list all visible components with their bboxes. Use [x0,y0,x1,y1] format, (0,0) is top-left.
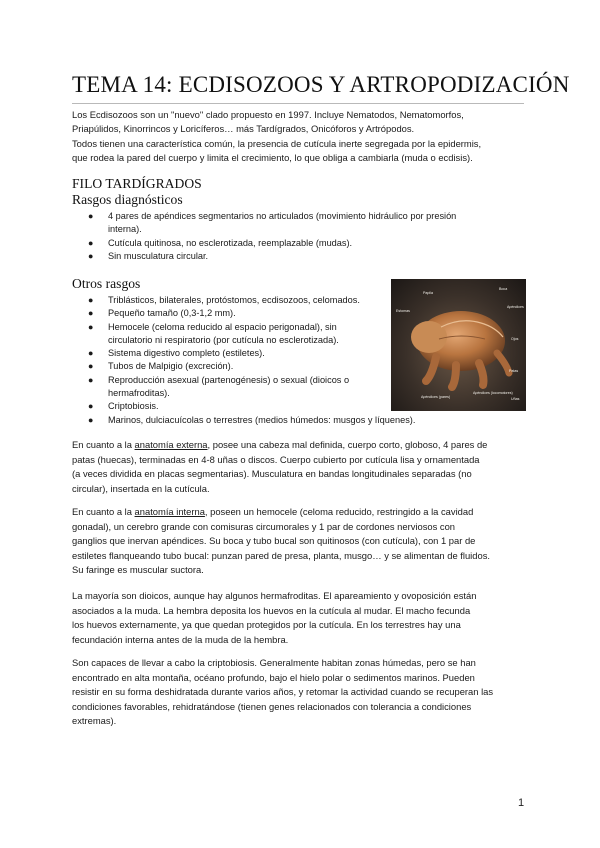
list-item-text: circulatorio ni respiratorio (por cutícula no esclerotizada). [108,334,339,345]
text-run: En cuanto a la [72,506,135,517]
bullet-icon: ● [88,348,94,359]
list-item-text: Marinos, dulciacuícolas o terrestres (medios húmedos: musgos y líquenes). [108,414,416,425]
intro-line: Priapúlidos, Kinorrincos y Loricíferos… más Tardígrados, Onicóforos y Artrópodos. [72,123,415,135]
figure-label: Boca [499,287,508,291]
text-run: En cuanto a la [72,439,135,450]
text-line: ganglios que inervan apéndices. Su boca y tubo bucal son quitinosos (con cutícula), con 1 par de [72,535,476,547]
intro-line: Todos tienen una característica común, la presencia de cutícula inerte segregada por la epidermis, [72,137,482,149]
list-item [72,237,456,250]
text-line: Su faringe es muscular suctora. [72,564,204,576]
page-number: 1 [518,797,525,809]
list-item-text: 4 pares de apéndices segmentarios no articulados (movimiento hidráulico por presión [108,211,457,221]
text-line: circular), insertada en la cutícula. [72,482,210,494]
text-line: los huevos externamente, ya que quedan protegidos por la cutícula. En los terrestres hay una [72,619,461,631]
list-item [72,374,415,401]
text-line: estiletes flanqueando tubo bucal: punzan pared de presa, planta, musgo… y se alimentan de fluidos. [72,549,490,561]
intro-line: Los Ecdisozoos son un "nuevo" clado propuesto en 1997. Incluye Nematodos, Nematomorfos, [72,109,464,120]
text-line: condiciones favorables, rehidratándose (tienen genes relacionados con tolerancia a condiciones [72,700,472,712]
figure-label: Apéndices [507,305,524,309]
intro-line: que rodea la pared del cuerpo y limita el crecimiento, lo que obliga a cambiarla (muda o ecdisis). [72,152,473,164]
text-line: patas (huecas), terminadas en 4-8 uñas o discos. Cuerpo cubierto por cutícula lisa y ornamentada [72,453,480,465]
other-traits-list [72,294,415,427]
list-item [72,321,415,348]
bullet-icon: ● [88,374,94,385]
list-item-text: Triblásticos, bilaterales, protóstomos, ecdisozoos, celomados. [108,295,360,305]
figure-label: Uñas [511,397,520,401]
list-item-text: Tubos de Malpigio (excreción). [108,361,234,372]
list-item [72,210,456,237]
figure-label: Ojos [511,337,519,341]
intro-paragraph [72,108,532,166]
text-line: encontrado en alta montaña, océano profundo, bajo el hielo polar o sedimentos marinos. Pueden [72,671,475,683]
text-line: gonadal), un cerebro grande con comisuras circumorales y 1 par de cordones nerviosos con [72,520,456,532]
subheading-diagnostic: Rasgos diagnósticos [72,192,183,207]
figure-label: Estomas [396,309,410,313]
bullet-icon: ● [88,250,94,261]
figure-label: Apéndices (locomotores) [473,391,513,395]
text-line: Son capaces de llevar a cabo la criptobiosis. Generalmente habitan zonas húmedas, pero se han [72,657,476,668]
figure-label: Papila [423,291,433,295]
figure-label: Patas [509,369,519,373]
list-item [72,360,415,373]
bullet-icon: ● [88,237,94,248]
tardigrade-figure [391,279,526,411]
subheading-other-traits: Otros rasgos [72,276,141,291]
bullet-icon: ● [88,295,94,305]
list-item-text: Reproducción asexual (partenogénesis) o sexual (dioicos o [108,374,350,385]
list-item [72,347,415,360]
bullet-icon: ● [88,308,94,319]
paragraph-cryptobiosis [72,656,532,729]
title-divider [72,103,524,104]
text-line: asociados a la muda. La hembra deposita los huevos en la cutícula al mudar. El macho fecunda [72,604,471,616]
list-item-text: Hemocele (celoma reducido al espacio perigonadal), sin [108,321,337,332]
section-heading: FILO TARDÍGRADOS [72,176,202,191]
text-line: La mayoría son dioicos, aunque hay algunos hermafroditas. El apareamiento y ovoposición están [72,590,477,601]
bullet-icon: ● [88,401,94,412]
list-item [72,307,415,320]
list-item-text: Pequeño tamaño (0,3-1,2 mm). [108,308,236,319]
list-item-text: Criptobiosis. [108,401,159,412]
list-item-text: Cutícula quitinosa, no esclerotizada, reemplazable (mudas). [108,237,353,248]
list-item-text: Sistema digestivo completo (estiletes). [108,348,265,359]
diagnostic-list [72,210,456,263]
list-item [72,414,415,427]
list-item [72,400,415,413]
list-item-text: hermafroditas). [108,388,170,399]
bullet-icon: ● [88,211,94,221]
bullet-icon: ● [88,321,94,332]
text-line: extremas). [72,715,117,727]
text-run: , poseen un hemocele (celoma reducido, restringido a la cavidad [204,506,474,517]
text-line: resistir en su forma deshidratada durante varios años, y retomar la actividad cuando se recuperan las [72,686,494,698]
paragraph-reproduction [72,589,532,647]
list-item-text: interna). [108,224,142,235]
underlined-term: anatomía externa [134,439,208,450]
text-line: (a veces dividida en placas segmentarias). Musculatura en bandas longitudinales separadas (no [72,468,472,480]
list-item [72,250,456,263]
text-line: fecundación interna antes de la muda de la hembra. [72,633,289,645]
text-run: , posee una cabeza mal definida, cuerpo corto, globoso, 4 pares de [207,439,488,450]
paragraph-external-anatomy [72,438,532,496]
page-title: TEMA 14: ECDISOZOOS Y ARTROPODIZACIÓN [72,72,570,97]
figure-label: Apéndices (pares) [421,395,451,399]
underlined-term: anatomía interna [134,506,205,517]
paragraph-internal-anatomy [72,505,532,578]
list-item [72,294,415,307]
bullet-icon: ● [88,361,94,372]
bullet-icon: ● [88,414,94,425]
list-item-text: Sin musculatura circular. [108,250,209,261]
